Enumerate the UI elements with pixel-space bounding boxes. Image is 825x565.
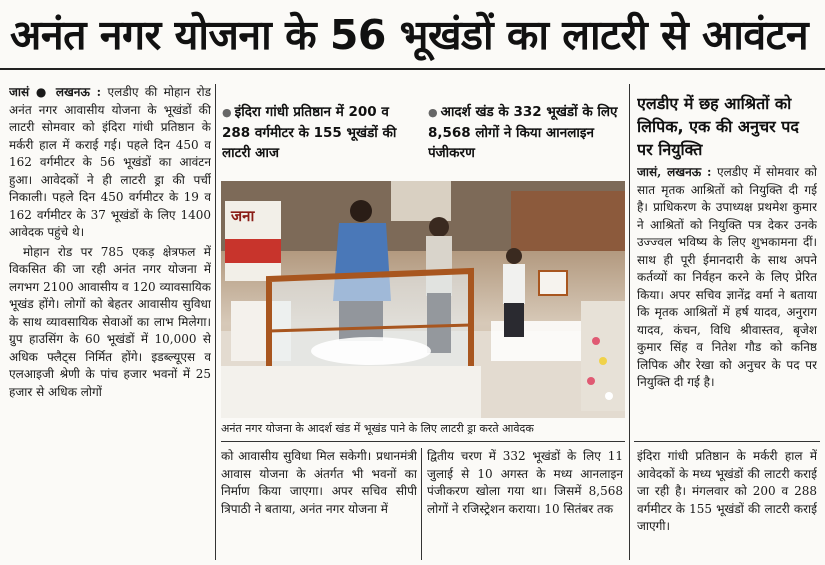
photo-caption: अनंत नगर योजना के आदर्श खंड में भूखंड पाने के लिए लाटरी ड्रा करते आवेदक [221,422,534,435]
article-paragraph: मोहान रोड पर 785 एकड़ क्षेत्रफल में विकसित की जा रही अनंत नगर योजना में लगभग 2100 आवासीय व 120 व्यावसायिक भूखंड होंगे। लोगों को बेहतर आवासीय सुविधा के साथ व्यावसायिक सेवाओं का लाभ मिलेगा। ग्रुप हाउसिंग के 60 भूखंडों में 10,000 से अधिक फ्लैट्स निर्मित होंगे। इडब्ल्यूएस व एलआइजी श्रेणी के पांच हजार भवनों में 25 हजार से अधिक लोगों [9,244,211,399]
article-paragraph: एलडीए की मोहान रोड अनंत नगर आवासीय योजना के भूखंडों की लाटरी सोमवार को इंदिरा गांधी प्रतिष्ठान के मर्करी हाल में कराई गई। पहले दिन 450 व 162 वर्गमीटर के 56 भूखंडों का आवंटन हुआ। आवेदकों ने ही लाटरी ड्रा की पर्ची निकाली। पहले दिन 450 वर्गमीटर के 19 व 162 वर्गमीटर के 37 भूखंडों के लिए 1400 आवेदक पहुंचे थे। [9,85,211,239]
bullet-icon: ● [222,106,232,119]
bullet-icon: ● [428,106,438,119]
article-column-1 [9,84,211,560]
side-article [637,164,817,436]
article-paragraph: एलडीए में सोमवार को सात मृतक आश्रितों को नियुक्ति दी गई है। प्राधिकरण के उपाध्यक्ष प्रथमेश कुमार ने आश्रितों को नियुक्ति पत्र देकर उनके उज्ज्वल भविष्य के लिए शुभकामना दीं। साथ ही पूरी ईमानदारी के साथ अपने कर्तव्यों का निर्वहन करने के लिए प्रेरित किया। अपर सचिव ज्ञानेंद्र वर्मा ने बताया कि मृतक आश्रितों में हर्ष यादव, अनुराग यादव, कंचन, विधि श्रीवास्तव, बृजेश कुमार सिंह व नितेश गौड को कनिष्ठ लिपिक और रेखा को अनुचर के पद पर नियुक्ति दी गई है। [637,165,817,389]
main-headline: अनंत नगर योजना के 56 भूखंडों का लाटरी से आवंटन [10,11,809,59]
column-divider [421,448,422,560]
side-rule [634,441,820,442]
article-paragraph: को आवासीय सुविधा मिल सकेगी। प्रधानमंत्री आवास योजना के अंतर्गत भी भवनों का निर्माण किया जाएगा। अपर सचिव सीपी त्रिपाठी ने बताया, अनंत नगर योजना में [221,449,417,516]
article-paragraph: द्वितीय चरण में 332 भूखंडों के लिए 11 जुलाई से 10 अगस्त के मध्य आनलाइन पंजीकरण खोला गया था। जिसमें 8,568 लोगों ने रजिस्ट्रेशन कराया। 10 सितंबर तक [427,449,623,516]
side-dateline: जासं, लखनऊ : [637,165,712,179]
highlight-bullet: ● इंदिरा गांधी प्रतिष्ठान में 200 व 288 वर्गमीटर के 155 भूखंडों की लाटरी आज [222,104,397,161]
news-photo [221,181,625,418]
column-divider [215,84,216,560]
headline-rule [0,68,825,70]
side-article-bottom [637,448,817,560]
banner-text: जना [231,207,255,225]
dateline: जासं ● लखनऊ : [9,85,102,99]
article-column-3 [427,448,623,560]
highlight-bullet: ● आदर्श खंड के 332 भूखंडों के लिए 8,568 लोगों ने किया आनलाइन पंजीकरण [428,104,618,161]
caption-rule [221,441,625,442]
column-divider [629,84,630,560]
article-paragraph: इंदिरा गांधी प्रतिष्ठान के मर्करी हाल में आवेदकों के मध्य भूखंडों की लाटरी कराई जा रही है। मंगलवार को 200 व 288 वर्गमीटर के 155 भूखंडों की लाटरी कराई जाएगी। [637,449,817,533]
side-headline: एलडीए में छह आश्रितों को लिपिक, एक की अनुचर पद पर नियुक्ति [637,94,799,159]
article-column-2 [221,448,417,560]
